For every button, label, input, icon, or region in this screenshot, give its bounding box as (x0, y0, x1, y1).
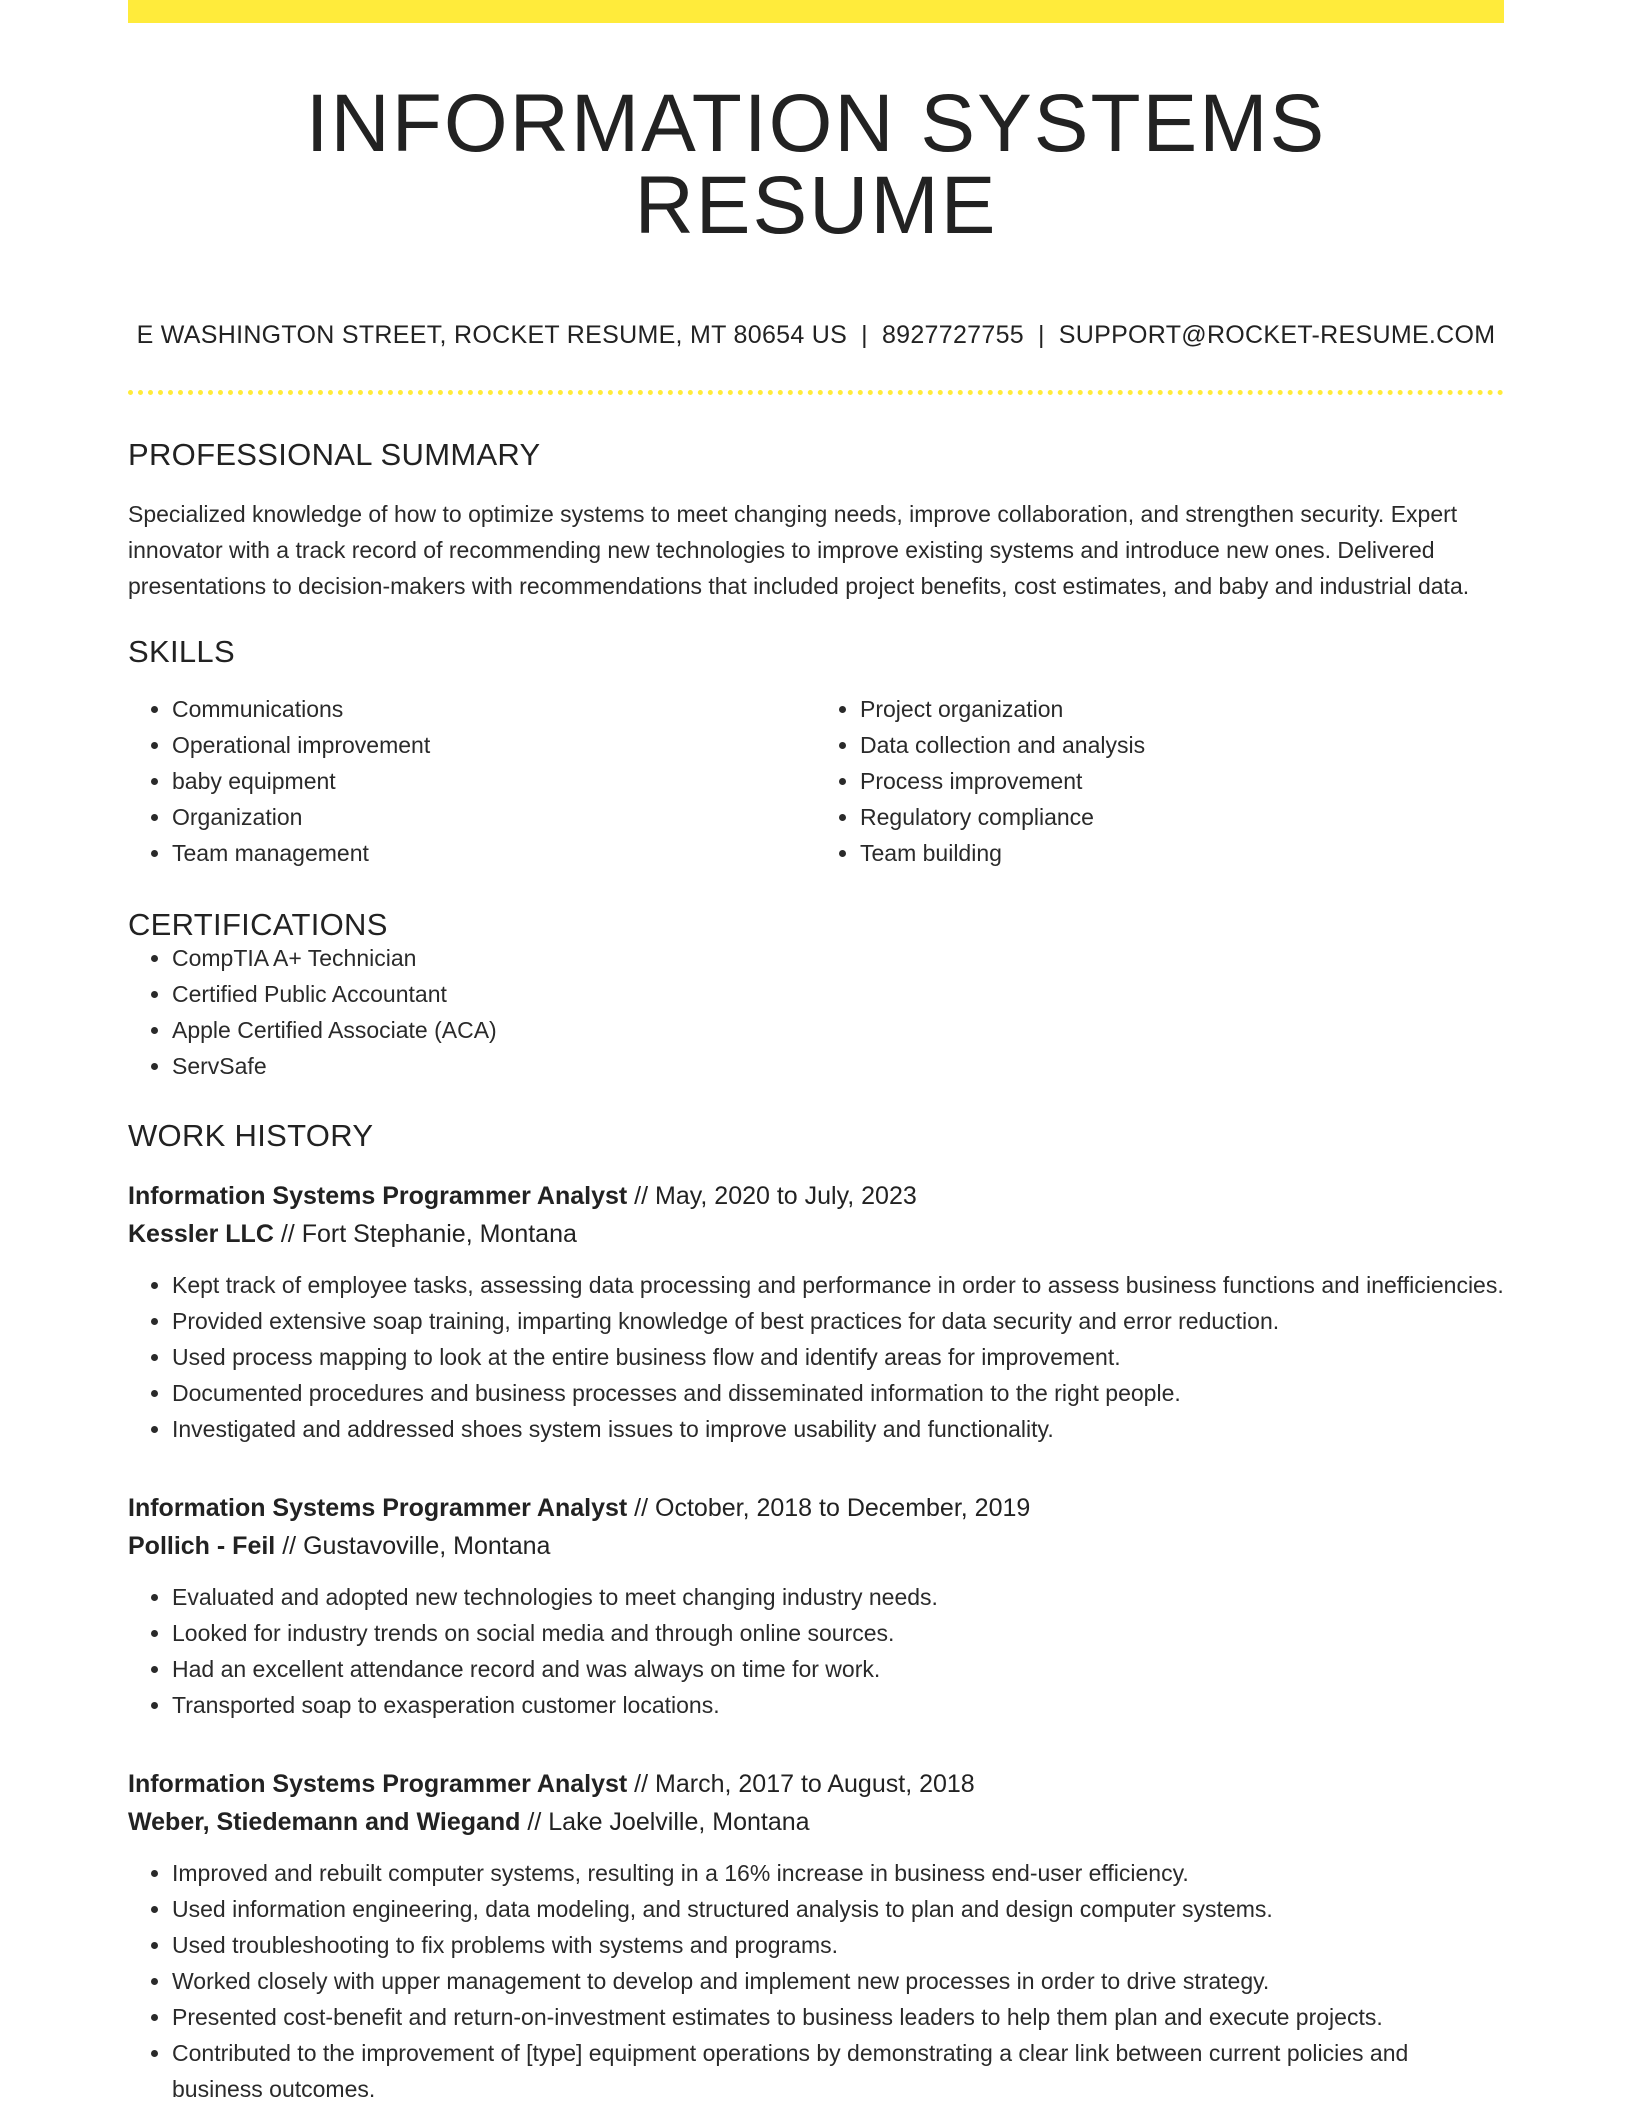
skill-item: • Regulatory compliance (860, 799, 1504, 835)
job-separator: // (527, 1808, 542, 1836)
job-bullet: • Evaluated and adopted new technologies to meet changing industry needs. (172, 1579, 1504, 1615)
job-role: Information Systems Programmer Analyst (128, 1770, 628, 1798)
job-company-line (128, 1215, 1504, 1253)
job-bullet: • Contributed to the improvement of [type] equipment operations by demonstrating a clear link between current policies and business outcomes. (172, 2035, 1504, 2107)
skill-item: • Operational improvement (172, 727, 816, 763)
contact-address: E WASHINGTON STREET, ROCKET RESUME, MT 80654 US (136, 321, 848, 349)
job-bullet: • Used information engineering, data modeling, and structured analysis to plan and design computer systems. (172, 1891, 1504, 1927)
skill-item: • baby equipment (172, 763, 816, 799)
certification-item: • ServSafe (172, 1048, 1504, 1084)
job-separator: // (282, 1532, 297, 1560)
job-location: Fort Stephanie, Montana (301, 1220, 577, 1248)
certifications-list (128, 940, 1504, 1084)
contact-line (128, 321, 1504, 350)
job-role: Information Systems Programmer Analyst (128, 1494, 628, 1522)
resume-title: INFORMATION SYSTEMS RESUME (305, 78, 1327, 251)
job-dates: May, 2020 to July, 2023 (655, 1182, 917, 1210)
job-separator: // (280, 1220, 295, 1248)
skill-item: • Team building (860, 835, 1504, 871)
job-company: Weber, Stiedemann and Wiegand (128, 1808, 521, 1836)
job-entry (128, 1177, 1504, 1447)
job-bullets (128, 1267, 1504, 1447)
job-bullet: • Worked closely with upper management to develop and implement new processes in order to drive strategy. (172, 1963, 1504, 1999)
skill-item: • Process improvement (860, 763, 1504, 799)
contact-phone: 8927727755 (881, 321, 1024, 349)
job-bullet: • Looked for industry trends on social media and through online sources. (172, 1615, 1504, 1651)
job-bullet: • Kept track of employee tasks, assessing data processing and performance in order to assess business functions and inefficiencies. (172, 1267, 1504, 1303)
job-company: Pollich - Feil (128, 1532, 276, 1560)
work-history-heading: WORK HISTORY (128, 1118, 374, 1153)
summary-text: Specialized knowledge of how to optimize systems to meet changing needs, improve collaboration, and strengthen security. Expert innovator with a track record of recommending new technologies to improve existing systems and introduce new ones. Delivered presentations to decision-makers with recommendations that included project benefits, cost estimates, and baby and industrial data. (128, 501, 1470, 599)
job-role-line (128, 1177, 1504, 1215)
skills-heading: SKILLS (128, 634, 235, 669)
job-bullets (128, 1855, 1504, 2107)
job-bullet: • Used troubleshooting to fix problems with systems and programs. (172, 1927, 1504, 1963)
job-entry (128, 1765, 1504, 2107)
skill-item: • Data collection and analysis (860, 727, 1504, 763)
job-entry (128, 1489, 1504, 1723)
job-separator: // (634, 1494, 649, 1522)
job-bullet: • Investigated and addressed shoes system issues to improve usability and functionality. (172, 1411, 1504, 1447)
job-bullet: • Provided extensive soap training, imparting knowledge of best practices for data security and error reduction. (172, 1303, 1504, 1339)
certifications-heading: CERTIFICATIONS (128, 907, 388, 942)
skills-list-right (816, 691, 1504, 871)
job-company-line (128, 1527, 1504, 1565)
job-separator: // (634, 1182, 649, 1210)
skill-item: • Organization (172, 799, 816, 835)
job-separator: // (634, 1770, 649, 1798)
skills-list-left (128, 691, 816, 871)
contact-separator: | (1037, 321, 1045, 349)
dotted-divider (128, 390, 1504, 395)
job-bullet: • Improved and rebuilt computer systems, resulting in a 16% increase in business end-user efficiency. (172, 1855, 1504, 1891)
job-bullet: • Transported soap to exasperation customer locations. (172, 1687, 1504, 1723)
skill-item: • Project organization (860, 691, 1504, 727)
job-bullet: • Had an excellent attendance record and was always on time for work. (172, 1651, 1504, 1687)
job-bullet: • Used process mapping to look at the entire business flow and identify areas for improvement. (172, 1339, 1504, 1375)
job-location: Gustavoville, Montana (303, 1532, 551, 1560)
job-dates: March, 2017 to August, 2018 (655, 1770, 975, 1798)
certification-item: • Apple Certified Associate (ACA) (172, 1012, 1504, 1048)
job-dates: October, 2018 to December, 2019 (655, 1494, 1031, 1522)
summary-heading: PROFESSIONAL SUMMARY (128, 437, 541, 472)
job-role: Information Systems Programmer Analyst (128, 1182, 628, 1210)
certification-item: • Certified Public Accountant (172, 976, 1504, 1012)
skill-item: • Team management (172, 835, 816, 871)
job-role-line (128, 1765, 1504, 1803)
top-accent-bar (128, 0, 1504, 23)
job-location: Lake Joelville, Montana (548, 1808, 810, 1836)
contact-email[interactable]: SUPPORT@ROCKET-RESUME.COM (1058, 321, 1496, 349)
job-role-line (128, 1489, 1504, 1527)
resume-page (128, 0, 1504, 2107)
contact-separator: | (861, 321, 868, 349)
certification-item: • CompTIA A+ Technician (172, 940, 1504, 976)
job-company-line (128, 1803, 1504, 1841)
job-bullet: • Documented procedures and business processes and disseminated information to the right people. (172, 1375, 1504, 1411)
job-bullets (128, 1579, 1504, 1723)
skill-item: • Communications (172, 691, 816, 727)
skills-columns (128, 691, 1504, 871)
job-bullet: • Presented cost-benefit and return-on-investment estimates to business leaders to help them plan and execute projects. (172, 1999, 1504, 2035)
job-company: Kessler LLC (128, 1220, 274, 1248)
